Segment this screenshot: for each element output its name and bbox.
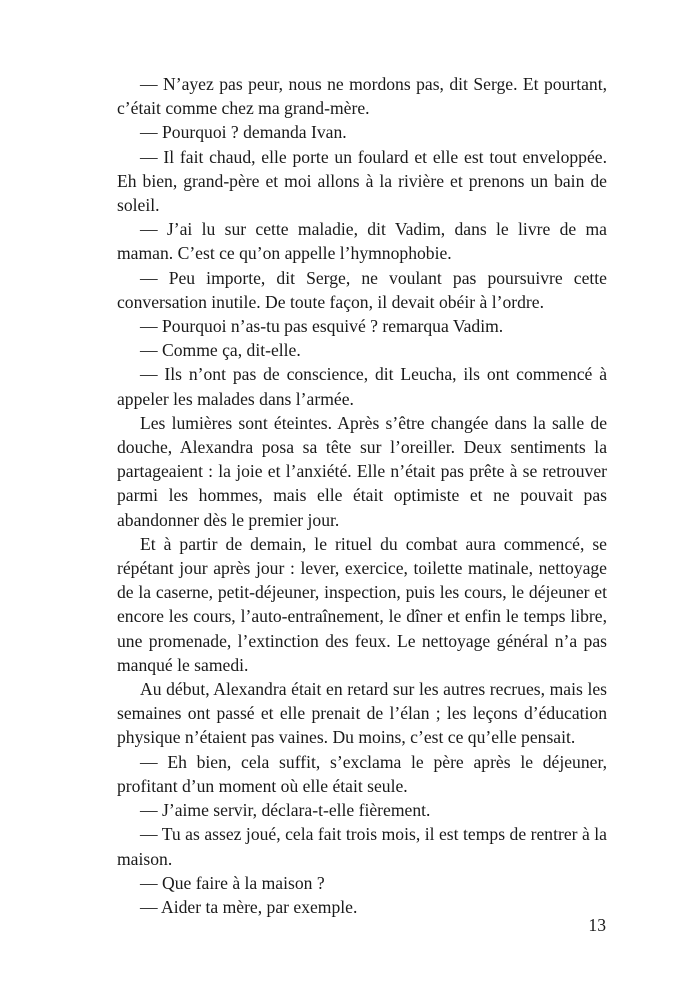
paragraph: — Pourquoi ? demanda Ivan. xyxy=(140,122,347,143)
paragraph: — Il fait chaud, elle porte un foulard et elle est tout enveloppée. Eh bien, grand-père et moi allons à la rivière et prenons un bain de soleil. xyxy=(117,146,607,216)
paragraph: — Comme ça, dit-elle. xyxy=(140,340,301,361)
paragraph: — Peu importe, dit Serge, ne voulant pas poursuivre cette conversation inutile. De toute façon, il devait obéir à l’ordre. xyxy=(117,267,607,312)
paragraph: Les lumières sont éteintes. Après s’être changée dans la salle de douche, Alexandra posa sa tête sur l’oreiller. Deux sentiments la partageaient : la joie et l’anxiété. Elle n’était pas prête à se retrouver parmi les hommes, mais elle était optimiste et ne pouvait pas abandonner dès le premier jour. xyxy=(117,412,607,530)
paragraph: — Que faire à la maison ? xyxy=(140,872,325,893)
paragraph: — N’ayez pas peur, nous ne mordons pas, dit Serge. Et pourtant, c’était comme chez ma grand-mère. xyxy=(117,74,607,119)
paragraph: — Ils n’ont pas de conscience, dit Leucha, ils ont commencé à appeler les malades dans l’armée. xyxy=(117,364,607,409)
paragraph: — Tu as assez joué, cela fait trois mois, il est temps de rentrer à la maison. xyxy=(117,824,607,869)
paragraph: — Aider ta mère, par exemple. xyxy=(140,896,358,917)
paragraph: — Eh bien, cela suffit, s’exclama le père après le déjeuner, profitant d’un moment où elle était seule. xyxy=(117,751,607,796)
paragraph: — J’ai lu sur cette maladie, dit Vadim, dans le livre de ma maman. C’est ce qu’on appelle l’hymnophobie. xyxy=(117,219,607,264)
paragraph: — Pourquoi n’as-tu pas esquivé ? remarqua Vadim. xyxy=(140,316,504,337)
page-number: 13 xyxy=(588,915,606,935)
paragraph: — J’aime servir, déclara-t-elle fièrement. xyxy=(140,800,431,821)
body-text xyxy=(117,72,607,919)
paragraph: Et à partir de demain, le rituel du combat aura commencé, se répétant jour après jour : lever, exercice, toilette matinale, nettoyage de la caserne, petit-déjeuner, inspection, puis les cours, le déjeuner et encore les cours, l’auto-entraînement, le dîner et enfin le temps libre, une promenade, l’extinction des feux. Le nettoyage général n’a pas manqué le samedi. xyxy=(117,533,607,675)
paragraph: Au début, Alexandra était en retard sur les autres recrues, mais les semaines ont passé et elle prenait de l’élan ; les leçons d’éducation physique n’étaient pas vaines. Du moins, c’est ce qu’elle pensait. xyxy=(117,679,607,748)
